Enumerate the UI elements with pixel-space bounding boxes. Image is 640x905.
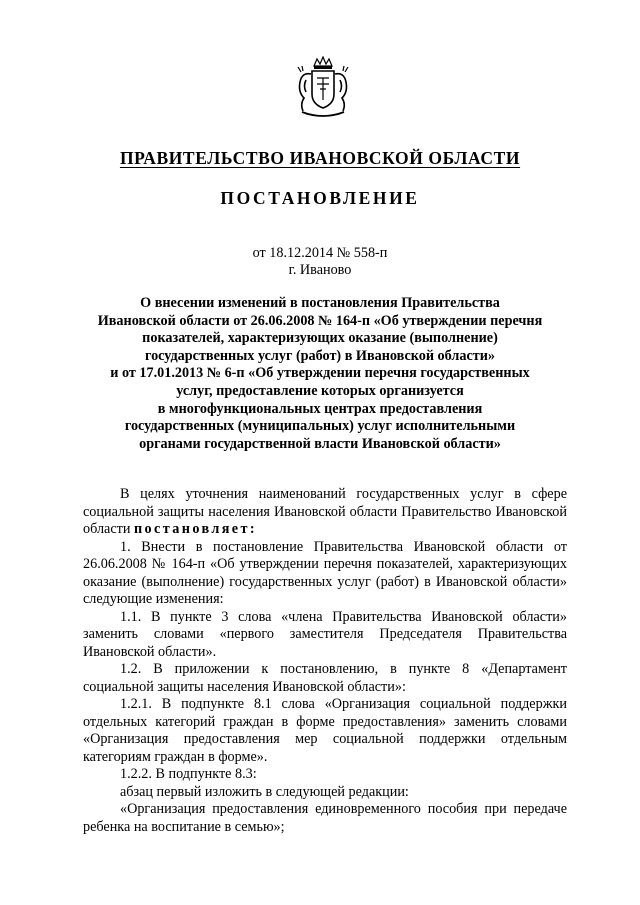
- paragraph-quote: «Организация предоставления единовременного пособия при передаче ребенка на воспитание в семью»;: [83, 801, 567, 835]
- title-line: Ивановской области от 26.06.2008 № 164-п «Об утверждении перечня: [97, 312, 543, 329]
- decree-title: [60, 295, 580, 453]
- paragraph-1: 1. Внести в постановление Правительства Ивановской области от 26.06.2008 № 164-п «Об утверждении перечня показателей, характеризующих оказание (выполнение) государственных услуг (работ) в Ивановской области» следующие изменения:: [83, 538, 567, 607]
- paragraph-1-2-2: 1.2.2. В подпункте 8.3:: [120, 766, 257, 782]
- decree-city: г. Иваново: [288, 262, 352, 278]
- title-line: О внесении изменений в постановления Правительства: [140, 295, 500, 311]
- government-name: [0, 148, 640, 169]
- coat-of-arms-emblem-icon: [294, 56, 352, 120]
- paragraph-1-1: 1.1. В пункте 3 слова «члена Правительства Ивановской области» заменить словами «первого заместителя Председателя Правительства Ивановской области».: [83, 608, 567, 660]
- title-line: показателей, характеризующих оказание (выполнение): [142, 330, 498, 347]
- decree-body: [83, 486, 567, 836]
- title-line: услуг, предоставление которых организуется: [176, 382, 464, 399]
- decree-date-number: от 18.12.2014 № 558-п: [252, 245, 388, 261]
- government-name-text: ПРАВИТЕЛЬСТВО ИВАНОВСКОЙ ОБЛАСТИ: [119, 148, 521, 168]
- intro-paragraph: [83, 486, 567, 539]
- decree-keyword: постановляет:: [133, 521, 258, 537]
- intro-text: В целях уточнения наименований государственных услуг в сфере социальной защиты населения Ивановской области Правительство Ивановской области: [83, 486, 567, 537]
- title-line: и от 17.01.2013 № 6-п «Об утверждении перечня государственных: [110, 365, 530, 382]
- title-line: государственных (муниципальных) услуг исполнительными: [124, 418, 516, 435]
- title-line: государственных услуг (работ) в Ивановской области»: [145, 347, 495, 364]
- paragraph-1-2-1: 1.2.1. В подпункте 8.1 слова «Организация социальной поддержки отдельных категорий граждан в форме предоставления» заменить словами «Организация предоставления мер социальной поддержки отдельным категориям граждан в форме».: [83, 696, 567, 765]
- paragraph-1-2: 1.2. В приложении к постановлению, в пункте 8 «Департамент социальной защиты населения Ивановской области»:: [83, 661, 567, 695]
- title-line: в многофункциональных центрах предоставления: [157, 400, 483, 417]
- title-line: органами государственной власти Ивановской области»: [139, 435, 501, 452]
- document-type: ПОСТАНОВЛЕНИЕ: [220, 188, 420, 208]
- paragraph-first-abzac: абзац первый изложить в следующей редакции:: [120, 783, 409, 800]
